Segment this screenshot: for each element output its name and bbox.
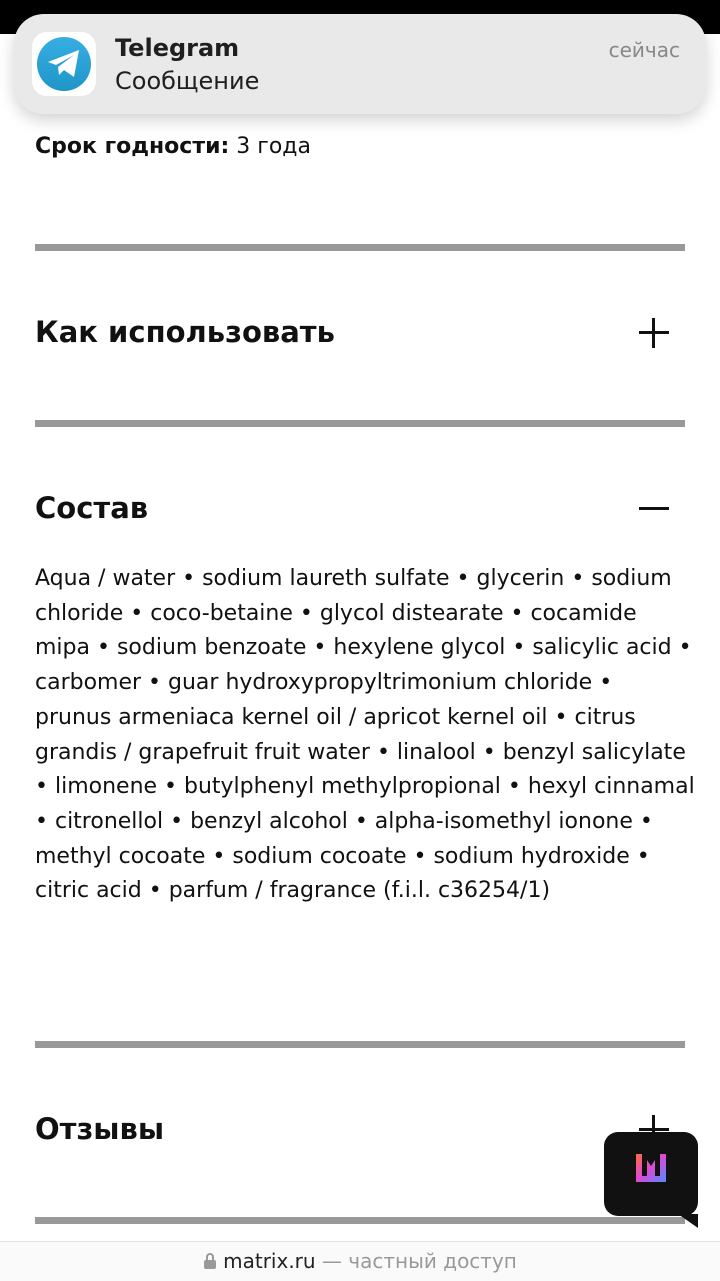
matrix-logo-icon [633,1150,669,1186]
section-title-reviews[interactable]: Отзывы [35,1112,165,1146]
section-divider [35,244,685,251]
notification-message: Сообщение [115,67,260,95]
shelf-life-value: 3 года [236,134,311,159]
lock-icon [203,1252,217,1270]
telegram-notification[interactable] [14,14,706,114]
shelf-life-label: Срок годности: [35,134,230,159]
url-bar[interactable] [0,1241,720,1281]
section-title-usage[interactable]: Как использовать [35,315,335,349]
section-divider [35,1217,685,1224]
section-divider [35,420,685,427]
plus-icon[interactable] [639,318,669,348]
section-divider [35,1041,685,1048]
url-suffix: — частный доступ [315,1249,517,1273]
telegram-logo-icon [32,32,96,96]
url-domain: matrix.ru [223,1249,316,1273]
chat-widget-button[interactable] [604,1132,698,1216]
minus-icon[interactable] [639,494,669,524]
composition-text: Aqua / water • sodium laureth sulfate • glycerin • sodium chloride • coco-betaine • glycol distearate • cocamide mipa • sodium benzoate • hexylene glycol • salicylic acid • carbomer • guar hydroxypropyltrimonium chloride • prunus armeniaca kernel oil / apricot kernel oil • citrus grandis / grapefruit fruit water • linalool • benzyl salicylate • limonene • butylphenyl methylpropional • hexyl cinnamal • citronellol • benzyl alcohol • alpha-isomethyl ionone • methyl cocoate • sodium cocoate • sodium hydroxide • citric acid • parfum / fragrance (f.i.l. c36254/1) [35,566,695,904]
notification-time: сейчас [608,38,680,62]
shelf-life [35,134,311,159]
section-title-composition[interactable]: Состав [35,491,149,525]
notification-app-name: Telegram [115,34,240,62]
